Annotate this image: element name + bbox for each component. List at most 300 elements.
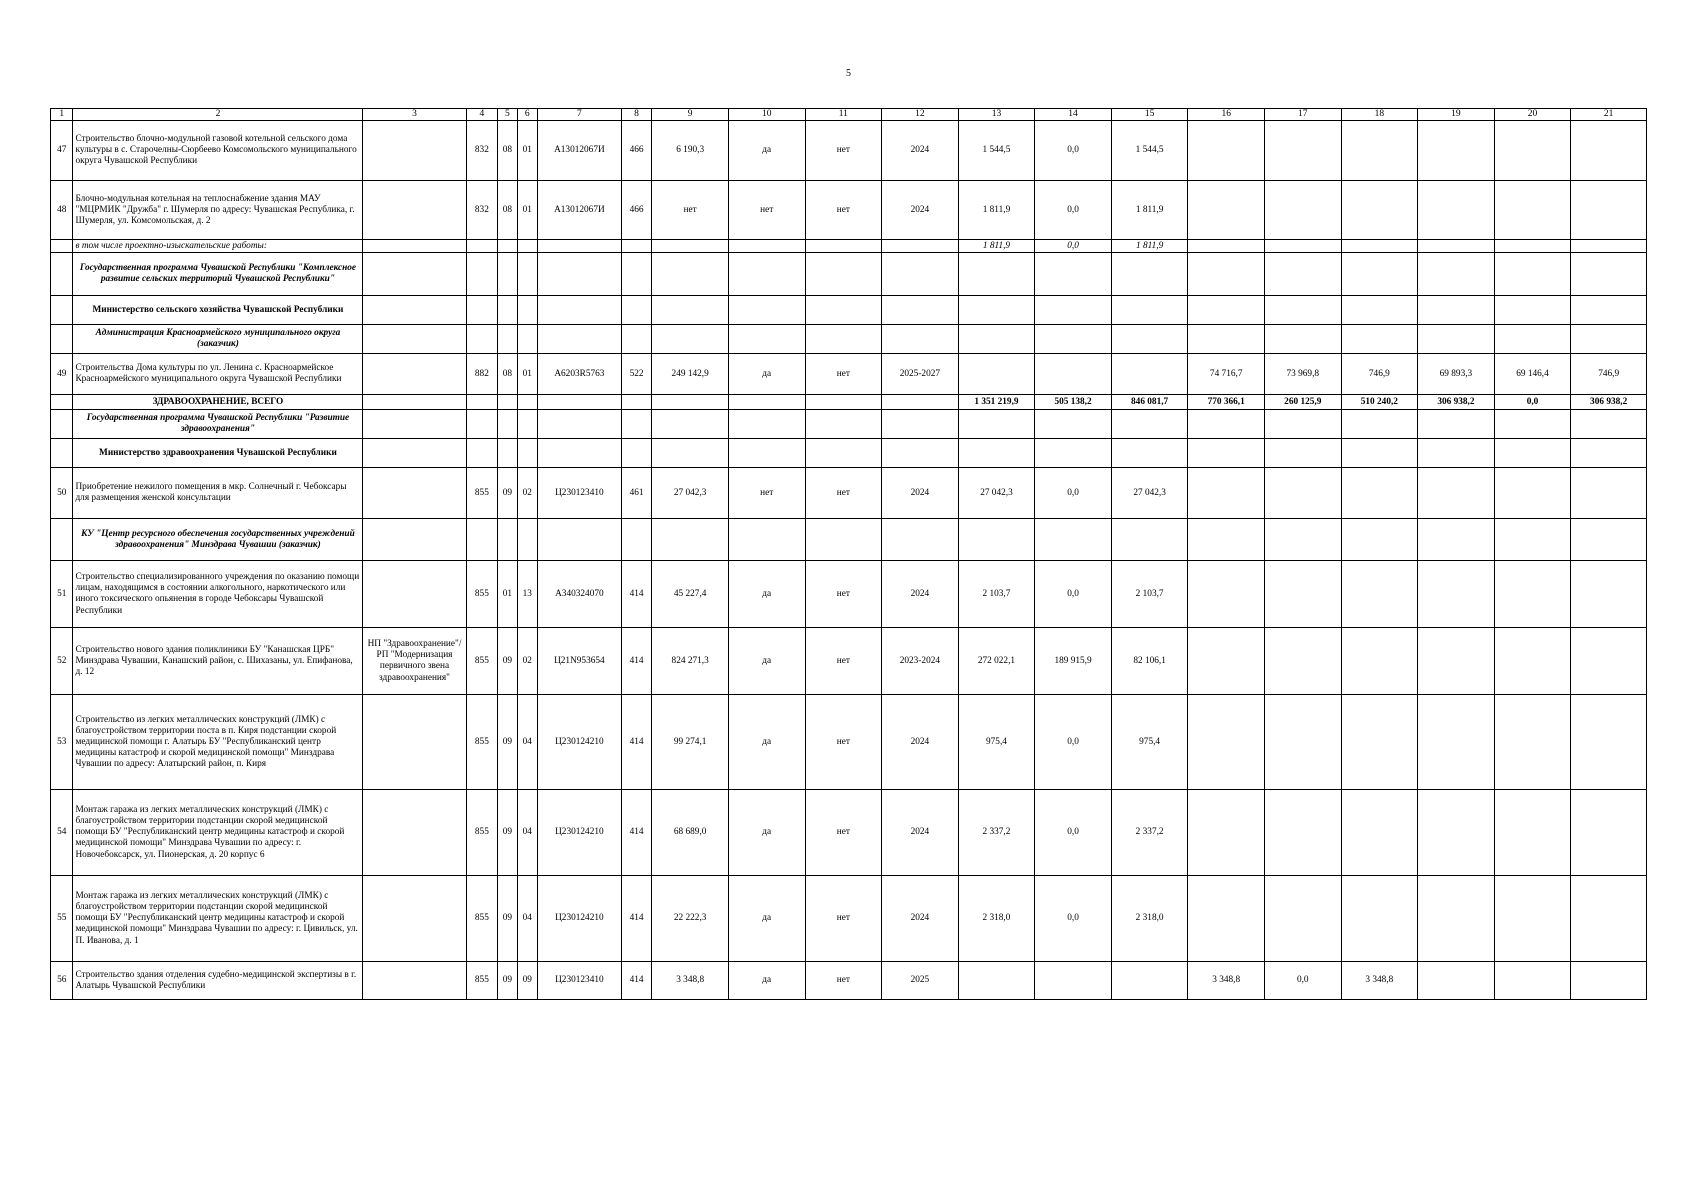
table-cell (363, 876, 466, 962)
table-cell: 2025-2027 (882, 354, 959, 395)
table-cell (1264, 695, 1341, 790)
table-cell (1111, 253, 1188, 296)
table-cell: да (728, 876, 805, 962)
table-cell: 505 138,2 (1035, 395, 1112, 410)
table-cell: 846 081,7 (1111, 395, 1188, 410)
table-cell (958, 253, 1035, 296)
table-cell (498, 410, 517, 439)
object-name-cell: Монтаж гаража из легких металлических конструкций (ЛМК) с благоустройством территории подстанции скорой медицинской помощи БУ "Республиканский центр медицины катастроф и скорой медицинской помощи" Минздрава Чувашии по адресу: г. Цивильск, ул. П. Иванова, д. 1 (73, 876, 363, 962)
table-cell (621, 519, 652, 561)
page-number: 5 (846, 68, 851, 79)
table-cell (652, 410, 729, 439)
table-cell (363, 354, 466, 395)
table-cell (1571, 519, 1647, 561)
table-cell (1111, 410, 1188, 439)
table-cell (1571, 296, 1647, 325)
table-cell (363, 181, 466, 240)
row-number-cell: 54 (51, 790, 73, 876)
table-cell (538, 410, 622, 439)
table-row (51, 181, 1647, 240)
table-cell: 414 (621, 790, 652, 876)
column-header: 8 (621, 109, 652, 121)
table-cell (805, 253, 882, 296)
table-cell (363, 121, 466, 181)
object-name-cell: Приобретение нежилого помещения в мкр. Солнечный г. Чебоксары для размещения женской консультации (73, 468, 363, 519)
table-cell: 2023-2024 (882, 628, 959, 695)
row-number-cell (51, 410, 73, 439)
table-cell: 0,0 (1035, 790, 1112, 876)
table-cell (805, 325, 882, 354)
column-header: 6 (517, 109, 537, 121)
table-cell: Ц21N953654 (538, 628, 622, 695)
table-cell: 2 318,0 (1111, 876, 1188, 962)
table-cell: да (728, 695, 805, 790)
table-cell: 0,0 (1494, 395, 1571, 410)
column-header: 1 (51, 109, 73, 121)
table-cell: 68 689,0 (652, 790, 729, 876)
column-header: 10 (728, 109, 805, 121)
table-cell: 2 337,2 (1111, 790, 1188, 876)
table-cell (1571, 325, 1647, 354)
table-cell (652, 296, 729, 325)
table-cell: 2 103,7 (958, 561, 1035, 628)
table-cell: 08 (498, 121, 517, 181)
table-cell: 3 348,8 (1188, 962, 1265, 1000)
table-cell (1035, 410, 1112, 439)
table-cell: 69 146,4 (1494, 354, 1571, 395)
table-cell (363, 410, 466, 439)
table-cell (1341, 253, 1418, 296)
table-cell: 882 (466, 354, 498, 395)
table-cell (466, 296, 498, 325)
table-cell (1264, 253, 1341, 296)
table-cell (621, 439, 652, 468)
table-cell (652, 240, 729, 253)
table-cell: 69 893,3 (1418, 354, 1495, 395)
table-cell (1571, 695, 1647, 790)
table-cell (1418, 410, 1495, 439)
table-cell (1111, 296, 1188, 325)
table-cell: 09 (498, 790, 517, 876)
table-cell: Ц230124210 (538, 790, 622, 876)
table-row (51, 296, 1647, 325)
table-cell (363, 296, 466, 325)
table-cell: 2 337,2 (958, 790, 1035, 876)
row-number-cell (51, 439, 73, 468)
table-row (51, 121, 1647, 181)
table-cell (1494, 876, 1571, 962)
table-cell (1494, 296, 1571, 325)
table-row (51, 439, 1647, 468)
table-cell: 01 (517, 181, 537, 240)
table-row (51, 468, 1647, 519)
table-cell: А340324070 (538, 561, 622, 628)
table-cell (1188, 519, 1265, 561)
table-cell (1571, 876, 1647, 962)
table-cell (1188, 876, 1265, 962)
table-cell: А13012067И (538, 121, 622, 181)
table-cell: нет (805, 121, 882, 181)
table-cell: 0,0 (1035, 240, 1112, 253)
table-cell: 466 (621, 181, 652, 240)
table-cell (1188, 240, 1265, 253)
table-cell (1494, 410, 1571, 439)
table-cell (538, 253, 622, 296)
table-cell (882, 325, 959, 354)
table-cell (1494, 628, 1571, 695)
object-name-cell: Монтаж гаража из легких металлических конструкций (ЛМК) с благоустройством территории подстанции скорой медицинской помощи БУ "Республиканский центр медицины катастроф и скорой медицинской помощи" Минздрава Чувашии по адресу: г. Новочебоксарск, ул. Пионерская, д. 20 корпус 6 (73, 790, 363, 876)
table-cell: 0,0 (1035, 695, 1112, 790)
column-header: 11 (805, 109, 882, 121)
table-cell (728, 410, 805, 439)
table-cell (363, 561, 466, 628)
table-cell: 510 240,2 (1341, 395, 1418, 410)
table-cell (1494, 561, 1571, 628)
table-cell (1264, 325, 1341, 354)
table-cell: 272 022,1 (958, 628, 1035, 695)
object-name-cell: Государственная программа Чувашской Республики "Развитие здравоохранения" (73, 410, 363, 439)
column-header: 16 (1188, 109, 1265, 121)
row-number-cell: 53 (51, 695, 73, 790)
table-cell (538, 439, 622, 468)
table-cell (466, 325, 498, 354)
table-cell: Ц230124210 (538, 695, 622, 790)
table-cell (1418, 240, 1495, 253)
table-cell (1035, 962, 1112, 1000)
table-cell (1264, 410, 1341, 439)
table-cell (882, 240, 959, 253)
table-cell: 855 (466, 962, 498, 1000)
table-cell (1341, 410, 1418, 439)
row-number-cell: 49 (51, 354, 73, 395)
table-cell (958, 296, 1035, 325)
table-cell (652, 395, 729, 410)
table-cell (1188, 253, 1265, 296)
table-cell (1188, 325, 1265, 354)
table-cell (882, 410, 959, 439)
table-cell (363, 519, 466, 561)
table-cell: 27 042,3 (958, 468, 1035, 519)
table-cell: 855 (466, 468, 498, 519)
table-cell: 27 042,3 (1111, 468, 1188, 519)
table-cell (652, 253, 729, 296)
table-cell: 04 (517, 790, 537, 876)
table-cell (1418, 561, 1495, 628)
table-cell: 01 (517, 121, 537, 181)
table-cell: 189 915,9 (1035, 628, 1112, 695)
table-cell (1494, 253, 1571, 296)
table-cell (1571, 181, 1647, 240)
table-cell: 08 (498, 181, 517, 240)
table-cell (517, 325, 537, 354)
table-cell: 09 (498, 628, 517, 695)
table-cell: да (728, 561, 805, 628)
table-cell (1494, 962, 1571, 1000)
row-number-cell: 50 (51, 468, 73, 519)
table-cell (1264, 876, 1341, 962)
table-cell (1188, 410, 1265, 439)
table-cell (652, 519, 729, 561)
table-cell (1264, 790, 1341, 876)
table-cell (805, 395, 882, 410)
table-cell (1341, 296, 1418, 325)
table-cell: 414 (621, 962, 652, 1000)
table-cell (498, 296, 517, 325)
table-cell (1188, 468, 1265, 519)
table-cell: 824 271,3 (652, 628, 729, 695)
table-cell (1494, 468, 1571, 519)
table-cell: 0,0 (1035, 121, 1112, 181)
table-cell: 01 (498, 561, 517, 628)
table-cell: нет (805, 181, 882, 240)
object-name-cell: Государственная программа Чувашской Республики "Комплексное развитие сельских территорий Чувашской Республики" (73, 253, 363, 296)
column-header: 13 (958, 109, 1035, 121)
table-cell: 73 969,8 (1264, 354, 1341, 395)
table-cell (1571, 561, 1647, 628)
table-cell: 09 (498, 695, 517, 790)
table-cell (466, 410, 498, 439)
table-row (51, 240, 1647, 253)
table-cell (1264, 240, 1341, 253)
table-cell (517, 410, 537, 439)
table-cell (363, 439, 466, 468)
table-cell: 855 (466, 695, 498, 790)
table-cell: 832 (466, 181, 498, 240)
table-cell (621, 325, 652, 354)
table-cell (1341, 439, 1418, 468)
table-cell (1571, 253, 1647, 296)
table-cell (517, 240, 537, 253)
object-name-cell: Строительство из легких металлических конструкций (ЛМК) с благоустройством территории поста в п. Киря подстанции скорой медицинской помощи г. Алатырь БУ "Республиканский центр медицины катастроф и скорой медицинской помощи" Минздрава Чувашии по адресу: Алатырский район, п. Киря (73, 695, 363, 790)
table-cell (1341, 519, 1418, 561)
table-cell: нет (805, 628, 882, 695)
table-cell (1571, 410, 1647, 439)
table-cell: 2024 (882, 561, 959, 628)
object-name-cell: Министерство здравоохранения Чувашской Республики (73, 439, 363, 468)
table-cell: нет (805, 876, 882, 962)
table-cell (363, 325, 466, 354)
table-cell (958, 354, 1035, 395)
table-cell: 0,0 (1035, 876, 1112, 962)
table-cell (652, 325, 729, 354)
table-cell: 04 (517, 695, 537, 790)
table-row (51, 695, 1647, 790)
table-cell (498, 519, 517, 561)
table-row (51, 325, 1647, 354)
table-cell: 414 (621, 876, 652, 962)
row-number-cell (51, 253, 73, 296)
column-header: 7 (538, 109, 622, 121)
table-cell (1264, 121, 1341, 181)
table-cell (958, 439, 1035, 468)
row-number-cell: 51 (51, 561, 73, 628)
table-cell: 09 (498, 468, 517, 519)
table-cell (363, 790, 466, 876)
table-row (51, 876, 1647, 962)
column-header: 2 (73, 109, 363, 121)
row-number-cell: 52 (51, 628, 73, 695)
table-cell: 3 348,8 (652, 962, 729, 1000)
table-cell (1341, 325, 1418, 354)
table-header-row (51, 109, 1647, 121)
table-cell (538, 296, 622, 325)
table-cell: 746,9 (1571, 354, 1647, 395)
table-cell (466, 439, 498, 468)
table-cell: 975,4 (958, 695, 1035, 790)
object-name-cell: Администрация Красноармейского муниципального округа (заказчик) (73, 325, 363, 354)
table-cell: 2024 (882, 468, 959, 519)
table-cell (728, 240, 805, 253)
table-cell (1571, 240, 1647, 253)
table-cell (1494, 181, 1571, 240)
object-name-cell: Министерство сельского хозяйства Чувашской Республики (73, 296, 363, 325)
table-cell: да (728, 354, 805, 395)
table-cell: 2024 (882, 790, 959, 876)
table-cell: А13012067И (538, 181, 622, 240)
table-cell: нет (805, 354, 882, 395)
table-cell (1418, 962, 1495, 1000)
table-cell (1341, 181, 1418, 240)
table-cell: 461 (621, 468, 652, 519)
column-header: 17 (1264, 109, 1341, 121)
table-cell (621, 240, 652, 253)
row-number-cell (51, 395, 73, 410)
table-cell (538, 240, 622, 253)
table-cell (363, 962, 466, 1000)
table-cell (652, 439, 729, 468)
table-cell (1111, 439, 1188, 468)
table-cell: 855 (466, 561, 498, 628)
table-cell: 414 (621, 695, 652, 790)
table-cell: да (728, 121, 805, 181)
column-header: 15 (1111, 109, 1188, 121)
table-row (51, 519, 1647, 561)
table-cell: 249 142,9 (652, 354, 729, 395)
table-cell (1188, 628, 1265, 695)
table-cell (1188, 439, 1265, 468)
column-header: 9 (652, 109, 729, 121)
table-cell (1494, 519, 1571, 561)
table-cell (1035, 439, 1112, 468)
table-cell (1494, 695, 1571, 790)
table-cell: НП "Здравоохранение"/ РП "Модернизация первичного звена здравоохранения" (363, 628, 466, 695)
table-cell: 0,0 (1264, 962, 1341, 1000)
table-cell (363, 253, 466, 296)
table-row (51, 410, 1647, 439)
table-cell: 99 274,1 (652, 695, 729, 790)
table-cell (498, 439, 517, 468)
table-cell (363, 695, 466, 790)
table-cell: да (728, 790, 805, 876)
table-cell: 0,0 (1035, 468, 1112, 519)
table-cell: 3 348,8 (1341, 962, 1418, 1000)
table-cell: 2024 (882, 181, 959, 240)
column-header: 21 (1571, 109, 1647, 121)
table-cell: 306 938,2 (1418, 395, 1495, 410)
table-cell: 6 190,3 (652, 121, 729, 181)
table-cell: 466 (621, 121, 652, 181)
column-header: 12 (882, 109, 959, 121)
table-cell (958, 410, 1035, 439)
table-cell (958, 519, 1035, 561)
table-cell (538, 395, 622, 410)
table-cell (805, 519, 882, 561)
table-cell (466, 519, 498, 561)
table-cell: 13 (517, 561, 537, 628)
table-cell (1035, 519, 1112, 561)
table-cell (363, 395, 466, 410)
row-number-cell (51, 240, 73, 253)
table-cell: нет (805, 962, 882, 1000)
row-number-cell: 48 (51, 181, 73, 240)
table-row (51, 253, 1647, 296)
table-cell: 09 (517, 962, 537, 1000)
table-cell (805, 410, 882, 439)
object-name-cell: Строительства Дома культуры по ул. Ленина с. Красноармейское Красноармейского муниципального округа Чувашской Республики (73, 354, 363, 395)
table-cell (1111, 325, 1188, 354)
table-cell: 45 227,4 (652, 561, 729, 628)
table-cell (1111, 519, 1188, 561)
column-header: 5 (498, 109, 517, 121)
table-cell (1188, 695, 1265, 790)
table-cell (728, 439, 805, 468)
table-cell (1035, 253, 1112, 296)
table-cell (1188, 561, 1265, 628)
object-name-cell: Строительство блочно-модульной газовой котельной сельского дома культуры в с. Старочелны-Сюрбеево Комсомольского муниципального округа Чувашской Республики (73, 121, 363, 181)
table-cell (1341, 561, 1418, 628)
table-cell (1418, 121, 1495, 181)
object-name-cell: КУ "Центр ресурсного обеспечения государственных учреждений здравоохранения" Минздрава Чувашии (заказчик) (73, 519, 363, 561)
object-name-cell: Строительство специализированного учреждения по оказанию помощи лицам, находящимся в состоянии алкогольного, наркотического или иного токсического опьянения в городе Чебоксары Чувашской Республики (73, 561, 363, 628)
table-cell (1418, 468, 1495, 519)
table-cell (958, 325, 1035, 354)
table-cell (1341, 695, 1418, 790)
column-header: 20 (1494, 109, 1571, 121)
table-cell (466, 253, 498, 296)
table-cell: 260 125,9 (1264, 395, 1341, 410)
table-cell: да (728, 962, 805, 1000)
table-cell (1571, 439, 1647, 468)
table-cell (1035, 296, 1112, 325)
table-cell (1341, 876, 1418, 962)
table-cell (1264, 468, 1341, 519)
table-cell: 2025 (882, 962, 959, 1000)
table-cell: 1 544,5 (1111, 121, 1188, 181)
table-cell: нет (805, 695, 882, 790)
table-cell: 0,0 (1035, 561, 1112, 628)
column-header: 3 (363, 109, 466, 121)
object-name-cell: Блочно-модульная котельная на теплоснабжение здания МАУ "МЦРМИК "Дружба" г. Шумерля по адресу: Чувашская Республика, г. Шумерля, ул. Комсомольская, д. 2 (73, 181, 363, 240)
table-cell (466, 395, 498, 410)
table-cell (1341, 790, 1418, 876)
table-cell (517, 519, 537, 561)
table-cell (1418, 439, 1495, 468)
row-number-cell (51, 519, 73, 561)
table-row (51, 790, 1647, 876)
table-cell (621, 395, 652, 410)
table-cell (728, 253, 805, 296)
table-cell: Ц230123410 (538, 468, 622, 519)
object-name-cell: в том числе проектно-изыскательские работы: (73, 240, 363, 253)
table-cell (728, 395, 805, 410)
table-cell: 74 716,7 (1188, 354, 1265, 395)
table-cell (1264, 439, 1341, 468)
table-cell (1494, 240, 1571, 253)
table-cell (517, 395, 537, 410)
table-cell (882, 395, 959, 410)
table-cell: 1 811,9 (1111, 181, 1188, 240)
table-cell (1418, 325, 1495, 354)
